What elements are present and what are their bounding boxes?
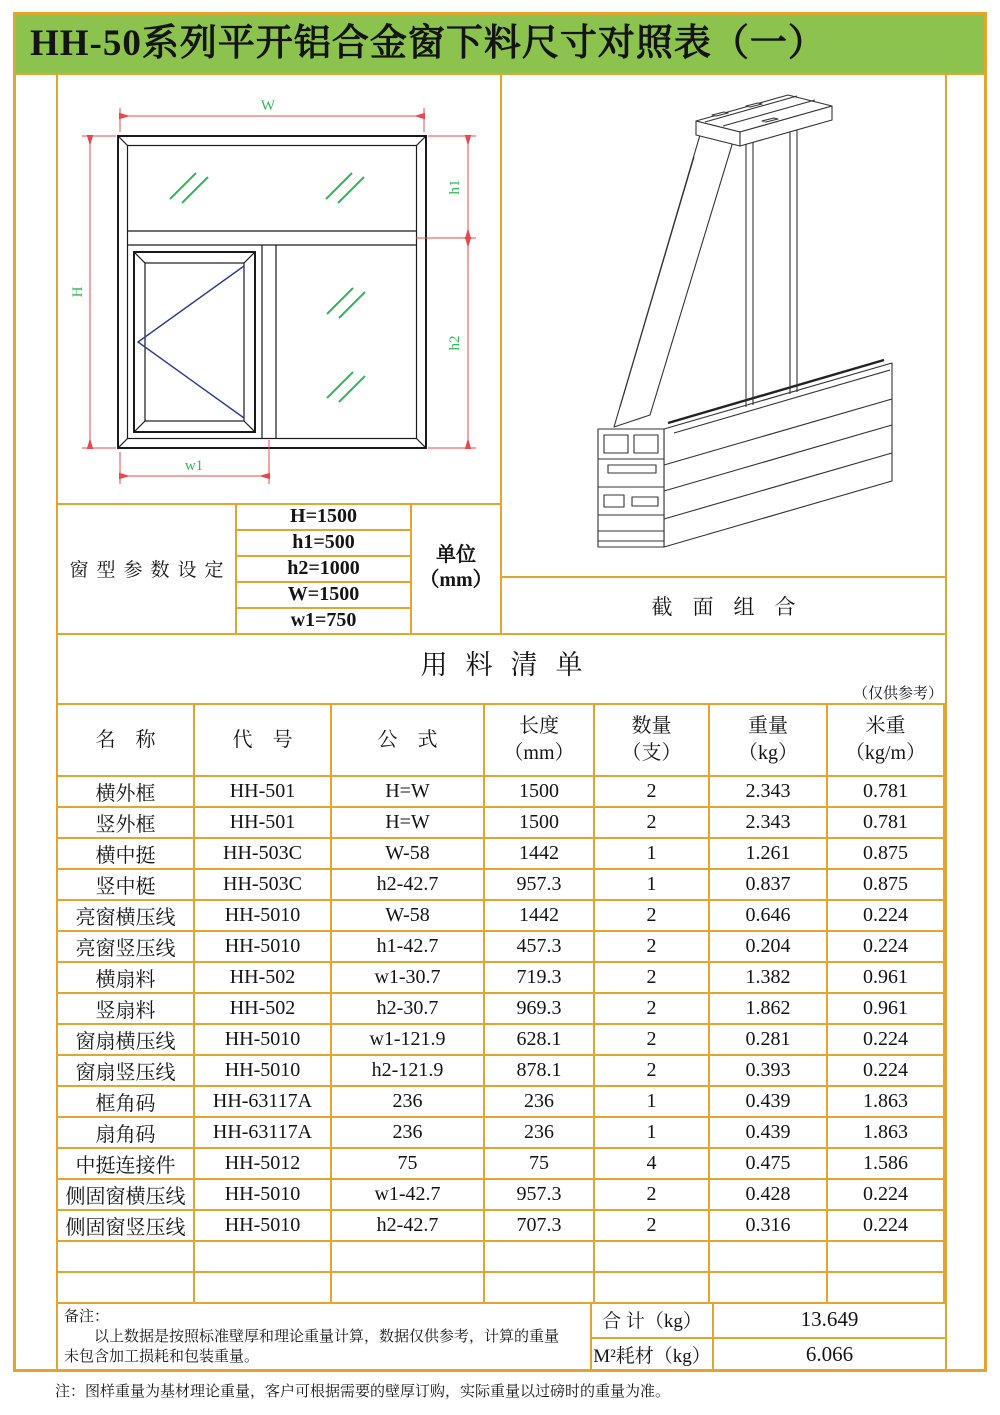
total-label: 合 计（kg） bbox=[602, 1311, 702, 1332]
bom-cell-r11-c2: 236 bbox=[332, 1118, 485, 1149]
bom-header-row bbox=[58, 705, 945, 775]
dim-label-w: W bbox=[260, 98, 276, 114]
bom-cell-r15-c4 bbox=[595, 1242, 710, 1273]
bom-cell-r9-c0: 窗扇竖压线 bbox=[58, 1056, 195, 1087]
bom-rows bbox=[58, 777, 945, 1304]
bom-cell-r8-c5: 0.281 bbox=[710, 1025, 828, 1056]
bom-cell-r11-c4: 1 bbox=[595, 1118, 710, 1149]
bom-cell-r1-c6: 0.781 bbox=[828, 808, 945, 839]
dim-label-h1: h1 bbox=[447, 179, 463, 195]
bom-cell-r7-c0: 竖扇料 bbox=[58, 994, 195, 1025]
bom-cell-r3-c0: 竖中梃 bbox=[58, 870, 195, 901]
transom-mullion bbox=[128, 231, 417, 245]
bom-cell-r0-c5: 2.343 bbox=[710, 777, 828, 808]
bom-cell-r0-c3: 1500 bbox=[485, 777, 595, 808]
bom-cell-r7-c4: 2 bbox=[595, 994, 710, 1025]
bom-cell-r1-c2: H=W bbox=[332, 808, 485, 839]
bom-cell-r3-c4: 1 bbox=[595, 870, 710, 901]
bom-cell-r16-c0 bbox=[58, 1273, 195, 1304]
bom-cell-r8-c2: w1-121.9 bbox=[332, 1025, 485, 1056]
vertical-mullion bbox=[262, 245, 276, 439]
bom-cell-r15-c0 bbox=[58, 1242, 195, 1273]
bom-cell-r7-c5: 1.862 bbox=[710, 994, 828, 1025]
bom-cell-r16-c6 bbox=[828, 1273, 945, 1304]
bom-cell-r4-c0: 亮窗横压线 bbox=[58, 901, 195, 932]
bom-cell-r4-c4: 2 bbox=[595, 901, 710, 932]
bom-cell-r1-c1: HH-501 bbox=[195, 808, 332, 839]
bom-cell-r14-c6: 0.224 bbox=[828, 1211, 945, 1242]
bom-cell-r16-c3 bbox=[485, 1273, 595, 1304]
bom-cell-r14-c1: HH-5010 bbox=[195, 1211, 332, 1242]
bom-cell-r7-c6: 0.961 bbox=[828, 994, 945, 1025]
bom-cell-r5-c3: 457.3 bbox=[485, 932, 595, 963]
title-band bbox=[16, 15, 984, 73]
param-values bbox=[237, 503, 410, 633]
bom-cell-r4-c2: W-58 bbox=[332, 901, 485, 932]
bom-cell-r3-c2: h2-42.7 bbox=[332, 870, 485, 901]
bom-header-col-5: 重量 （kg） bbox=[710, 705, 828, 775]
bom-cell-r2-c4: 1 bbox=[595, 839, 710, 870]
bom-cell-r3-c3: 957.3 bbox=[485, 870, 595, 901]
bom-cell-r6-c6: 0.961 bbox=[828, 963, 945, 994]
bom-cell-r5-c0: 亮窗竖压线 bbox=[58, 932, 195, 963]
bom-cell-r5-c5: 0.204 bbox=[710, 932, 828, 963]
bom-cell-r13-c0: 侧固窗横压线 bbox=[58, 1180, 195, 1211]
cross-section-drawing bbox=[500, 77, 945, 576]
bom-cell-r0-c2: H=W bbox=[332, 777, 485, 808]
bom-cell-r9-c6: 0.224 bbox=[828, 1056, 945, 1087]
bom-title: 用料清单 bbox=[420, 649, 601, 680]
bom-cell-r7-c1: HH-502 bbox=[195, 994, 332, 1025]
bom-cell-r4-c1: HH-5010 bbox=[195, 901, 332, 932]
bom-cell-r6-c0: 横扇料 bbox=[58, 963, 195, 994]
bom-cell-r3-c6: 0.875 bbox=[828, 870, 945, 901]
window-outer-frame bbox=[118, 136, 426, 448]
bom-header-col-3: 长度 （mm） bbox=[485, 705, 595, 775]
bom-cell-r15-c2 bbox=[332, 1242, 485, 1273]
bom-cell-r3-c5: 0.837 bbox=[710, 870, 828, 901]
bom-cell-r8-c1: HH-5010 bbox=[195, 1025, 332, 1056]
bom-cell-r13-c2: w1-42.7 bbox=[332, 1180, 485, 1211]
glass-hatch-marks bbox=[170, 173, 365, 402]
bom-cell-r12-c5: 0.475 bbox=[710, 1149, 828, 1180]
total-value: 13.649 bbox=[800, 1307, 859, 1331]
bom-cell-r9-c2: h2-121.9 bbox=[332, 1056, 485, 1087]
bom-cell-r15-c5 bbox=[710, 1242, 828, 1273]
bom-cell-r9-c3: 878.1 bbox=[485, 1056, 595, 1087]
bom-header-col-0: 名 称 bbox=[58, 705, 195, 775]
bom-cell-r8-c3: 628.1 bbox=[485, 1025, 595, 1056]
bom-cell-r15-c1 bbox=[195, 1242, 332, 1273]
bom-cell-r12-c0: 中挺连接件 bbox=[58, 1149, 195, 1180]
bom-header-col-6: 米重 （kg/m） bbox=[828, 705, 945, 775]
dim-label-h2: h2 bbox=[447, 335, 463, 351]
bom-cell-r11-c1: HH-63117A bbox=[195, 1118, 332, 1149]
bom-cell-r10-c0: 框角码 bbox=[58, 1087, 195, 1118]
bom-cell-r5-c2: h1-42.7 bbox=[332, 932, 485, 963]
bom-cell-r10-c1: HH-63117A bbox=[195, 1087, 332, 1118]
param-value-0: H=1500 bbox=[290, 504, 357, 527]
bom-cell-r4-c5: 0.646 bbox=[710, 901, 828, 932]
bom-header-col-2: 公 式 bbox=[332, 705, 485, 775]
bom-cell-r14-c4: 2 bbox=[595, 1211, 710, 1242]
bom-cell-r16-c5 bbox=[710, 1273, 828, 1304]
window-elevation-diagram bbox=[58, 77, 500, 503]
per-sqm-value: 6.066 bbox=[805, 1342, 854, 1366]
bom-cell-r8-c6: 0.224 bbox=[828, 1025, 945, 1056]
bom-cell-r0-c0: 横外框 bbox=[58, 777, 195, 808]
param-value-1: h1=500 bbox=[292, 530, 355, 553]
divider-line bbox=[945, 75, 947, 1372]
bom-cell-r5-c4: 2 bbox=[595, 932, 710, 963]
bom-cell-r13-c5: 0.428 bbox=[710, 1180, 828, 1211]
bom-cell-r7-c2: h2-30.7 bbox=[332, 994, 485, 1025]
bom-cell-r8-c0: 窗扇横压线 bbox=[58, 1025, 195, 1056]
bom-cell-r13-c4: 2 bbox=[595, 1180, 710, 1211]
bom-cell-r9-c4: 2 bbox=[595, 1056, 710, 1087]
bom-cell-r1-c4: 2 bbox=[595, 808, 710, 839]
bom-cell-r2-c6: 0.875 bbox=[828, 839, 945, 870]
bom-cell-r0-c4: 2 bbox=[595, 777, 710, 808]
bom-cell-r14-c2: h2-42.7 bbox=[332, 1211, 485, 1242]
bom-cell-r13-c1: HH-5010 bbox=[195, 1180, 332, 1211]
bom-cell-r13-c6: 0.224 bbox=[828, 1180, 945, 1211]
bom-cell-r16-c2 bbox=[332, 1273, 485, 1304]
bom-cell-r2-c5: 1.261 bbox=[710, 839, 828, 870]
bom-cell-r1-c0: 竖外框 bbox=[58, 808, 195, 839]
bom-cell-r4-c3: 1442 bbox=[485, 901, 595, 932]
param-group-label: 窗型参数设定 bbox=[69, 559, 232, 581]
sash-swing-lines bbox=[138, 266, 244, 418]
bom-cell-r14-c5: 0.316 bbox=[710, 1211, 828, 1242]
bom-cell-r16-c4 bbox=[595, 1273, 710, 1304]
bom-cell-r2-c1: HH-503C bbox=[195, 839, 332, 870]
per-sqm-label: M²耗材（kg） bbox=[593, 1346, 711, 1367]
bom-cell-r6-c5: 1.382 bbox=[710, 963, 828, 994]
remarks-block bbox=[64, 1307, 586, 1367]
bom-cell-r1-c5: 2.343 bbox=[710, 808, 828, 839]
bom-cell-r2-c3: 1442 bbox=[485, 839, 595, 870]
dim-label-w1: w1 bbox=[184, 458, 204, 474]
bom-cell-r16-c1 bbox=[195, 1273, 332, 1304]
cross-section-caption: 截面组合 bbox=[651, 594, 816, 619]
bom-cell-r11-c5: 0.439 bbox=[710, 1118, 828, 1149]
page-footnote: 注：图样重量为基材理论重量，客户可根据需要的壁厚订购，实际重量以过磅时的重量为准。 bbox=[55, 1384, 671, 1400]
reference-note: （仅供参考） bbox=[852, 686, 943, 702]
bom-cell-r12-c3: 75 bbox=[485, 1149, 595, 1180]
param-value-3: W=1500 bbox=[287, 582, 360, 605]
unit-cell bbox=[412, 503, 500, 633]
bom-cell-r6-c1: HH-502 bbox=[195, 963, 332, 994]
bom-cell-r9-c5: 0.393 bbox=[710, 1056, 828, 1087]
bom-cell-r7-c3: 969.3 bbox=[485, 994, 595, 1025]
unit-line1: 单位 bbox=[436, 544, 476, 566]
bom-cell-r12-c2: 75 bbox=[332, 1149, 485, 1180]
bom-cell-r1-c3: 1500 bbox=[485, 808, 595, 839]
bom-cell-r12-c4: 4 bbox=[595, 1149, 710, 1180]
bom-cell-r9-c1: HH-5010 bbox=[195, 1056, 332, 1087]
bom-cell-r14-c3: 707.3 bbox=[485, 1211, 595, 1242]
bom-cell-r0-c1: HH-501 bbox=[195, 777, 332, 808]
page-title: HH-50系列平开铝合金窗下料尺寸对照表（一） bbox=[30, 23, 826, 64]
bom-cell-r6-c2: w1-30.7 bbox=[332, 963, 485, 994]
bom-cell-r14-c0: 侧固窗竖压线 bbox=[58, 1211, 195, 1242]
bom-cell-r15-c6 bbox=[828, 1242, 945, 1273]
bom-header-col-1: 代 号 bbox=[195, 705, 332, 775]
bom-cell-r4-c6: 0.224 bbox=[828, 901, 945, 932]
bom-cell-r3-c1: HH-503C bbox=[195, 870, 332, 901]
bom-header-col-4: 数量 （支） bbox=[595, 705, 710, 775]
bom-cell-r0-c6: 0.781 bbox=[828, 777, 945, 808]
remark-line2: 未包含加工损耗和包装重量。 bbox=[64, 1349, 260, 1365]
dim-label-h: H bbox=[70, 286, 86, 298]
bom-cell-r5-c6: 0.224 bbox=[828, 932, 945, 963]
bom-cell-r10-c4: 1 bbox=[595, 1087, 710, 1118]
unit-line2: （mm） bbox=[419, 569, 493, 591]
remark-line1: 以上数据是按照标准壁厚和理论重量计算，数据仅供参考，计算的重量 bbox=[94, 1329, 560, 1345]
bom-cell-r11-c3: 236 bbox=[485, 1118, 595, 1149]
bom-cell-r6-c3: 719.3 bbox=[485, 963, 595, 994]
param-value-2: h2=1000 bbox=[287, 556, 360, 579]
bom-cell-r15-c3 bbox=[485, 1242, 595, 1273]
bom-cell-r5-c1: HH-5010 bbox=[195, 932, 332, 963]
bom-cell-r8-c4: 2 bbox=[595, 1025, 710, 1056]
bom-cell-r11-c6: 1.863 bbox=[828, 1118, 945, 1149]
remark-label: 备注： bbox=[64, 1309, 110, 1325]
bom-cell-r6-c4: 2 bbox=[595, 963, 710, 994]
bom-cell-r2-c2: W-58 bbox=[332, 839, 485, 870]
bom-cell-r13-c3: 957.3 bbox=[485, 1180, 595, 1211]
casement-sash bbox=[134, 252, 255, 432]
bom-cell-r12-c6: 1.586 bbox=[828, 1149, 945, 1180]
bom-cell-r11-c0: 扇角码 bbox=[58, 1118, 195, 1149]
bom-cell-r10-c3: 236 bbox=[485, 1087, 595, 1118]
bom-cell-r10-c5: 0.439 bbox=[710, 1087, 828, 1118]
bom-cell-r10-c2: 236 bbox=[332, 1087, 485, 1118]
bom-cell-r2-c0: 横中挺 bbox=[58, 839, 195, 870]
param-value-4: w1=750 bbox=[290, 608, 357, 631]
bom-cell-r12-c1: HH-5012 bbox=[195, 1149, 332, 1180]
bom-cell-r10-c6: 1.863 bbox=[828, 1087, 945, 1118]
